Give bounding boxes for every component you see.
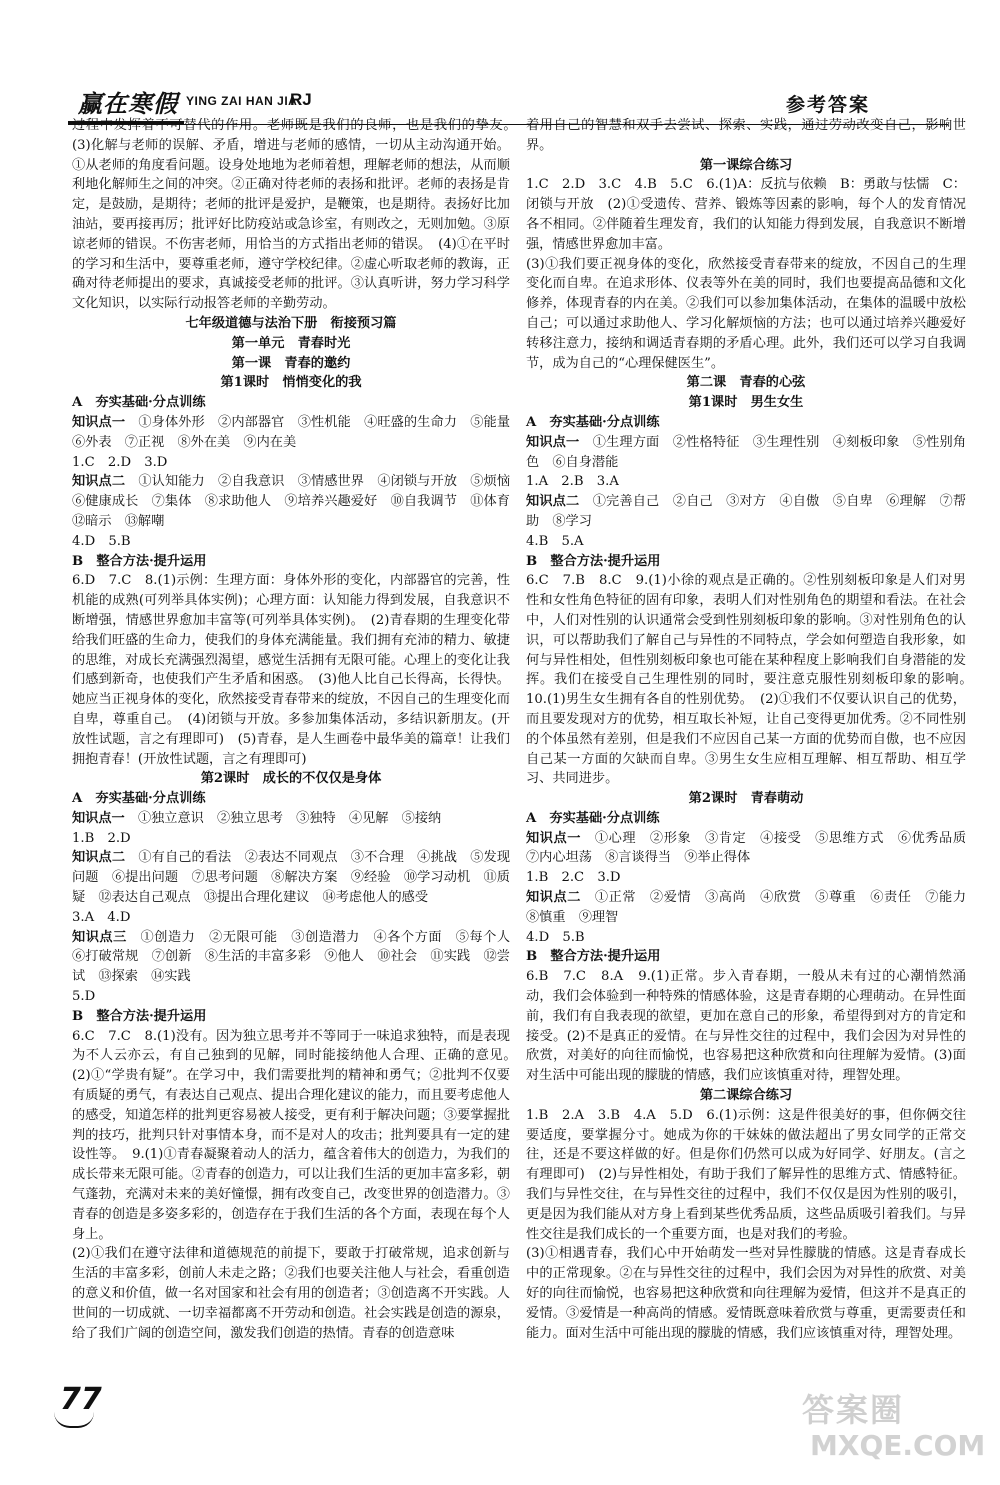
- book-pinyin: YING ZAI HAN JIA: [186, 94, 298, 108]
- exercise-heading: A 夯实基础·分点训练: [526, 414, 660, 430]
- knowledge-point-answers: ①正常 ②爱情 ③高尚 ④欣赏 ⑤尊重 ⑥责任 ⑦能力 ⑧慎重 ⑨理智: [526, 890, 980, 925]
- knowledge-point: [526, 829, 980, 869]
- exercise-heading: B 整合方法·提升运用: [526, 553, 661, 569]
- section-title: 参考答案: [785, 94, 870, 116]
- section-heading: 第一课综合练习: [699, 157, 793, 173]
- exercise-heading: B 整合方法·提升运用: [72, 1008, 207, 1024]
- section-heading: 第1课时 悄悄变化的我: [220, 375, 362, 391]
- knowledge-point-label: 知识点一: [72, 414, 126, 430]
- section-heading: 第二课 青春的心弦: [686, 375, 806, 391]
- knowledge-point-label: 知识点二: [72, 474, 126, 490]
- answer-paragraph: 4.D 5.B: [526, 929, 585, 945]
- knowledge-point-label: 知识点一: [72, 810, 125, 826]
- answer-paragraph: (3)①我们要正视身体的变化，欣然接受青春带来的绽放，不因自己的生理变化而自卑。在追求形体、仪表等外在美的同时，我们也要提高品德和文化修养，体现青春的内在美。②我们可以参加集体活动，在集体的温暖中放松自己；可以通过求助他人、学习化解烦恼的方法；也可以通过培养兴趣爱好转移注意力，接纳和调适青春期的矛盾心理。此外，我们还可以学习自我调节，成为自己的“心理保健医生”。: [526, 256, 966, 371]
- watermark-seal: 答案圈: [802, 1391, 905, 1429]
- knowledge-point-label: 知识点二: [72, 850, 126, 866]
- exercise-heading: B 整合方法·提升运用: [72, 553, 207, 569]
- knowledge-point-answers: ①完善自己 ②自己 ③对方 ④自傲 ⑤自卑 ⑥理解 ⑦帮助 ⑧学习: [526, 494, 967, 529]
- knowledge-point: [72, 928, 524, 987]
- page-number-text: 77: [60, 1382, 102, 1417]
- section-heading: 第1课时 男生女生: [688, 395, 804, 411]
- knowledge-point-answers: ①独立意识 ②独立思考 ③独特 ④见解 ⑤接纳: [137, 810, 442, 826]
- section-heading: 第二课综合练习: [699, 1088, 793, 1104]
- answer-paragraph: 过程中发挥着不可替代的作用。老师既是我们的良师，也是我们的挚友。 (3)化解与老师的误解、矛盾，增进与老师的感情，一切从主动沟通开始。①从老师的角度看问题。设身处地地为老师着想，理解老师的想法，从而顺利地化解师生之间的冲突。②正确对待老师的表扬和批评。老师的表扬是肯定，是鼓励，是期待；老师的批评是爱护，是鞭策，也是期待。表扬好比加油站，要再接再厉；批评好比防疫站或急诊室，有则改之，无则加勉。③原谅老师的错误。不伤害老师，用恰当的方式指出老师的错误。 (4)①在平时的学习和生活中，要尊重老师，遵守学校纪律。②虚心听取老师的教诲，正确对待老师提出的要求，真诚接受老师的批评。③认真听讲，努力学习科学文化知识，以实际行动报答老师的辛勤劳动。: [72, 118, 524, 312]
- answer-paragraph: 6.D 7.C 8.(1)示例：生理方面：身体外形的变化，内部器官的完善，性机能的成熟(可列举具体实例)；心理方面：认知能力得到发展，自我意识不断增强，情感世界愈加丰富等(可列举具体实例)。 (2)青春期的生理变化带给我们旺盛的生命力，使我们的身体充满能量。我们拥有充沛的精力、敏捷的思维，对成长充满强烈渴望，感觉生活拥有无限可能。心理上的变化让我们感到新奇，也使我们产生矛盾和困惑。 (3)他人比自己长得高，长得快。她应当正视身体的变化，欣然接受青春带来的绽放，不因自己的生理变化而自卑，尊重自己。 (4)闭锁与开放。多参加集体活动，多结识新朋友。(开放性试题，言之有理即可) (5)青春，是人生画卷中最华美的篇章！让我们拥抱青春！(开放性试题，言之有理即可): [72, 573, 510, 767]
- knowledge-point: [526, 888, 980, 928]
- answer-paragraph: 4.D 5.B: [72, 533, 131, 549]
- page-number: [60, 1382, 102, 1417]
- answer-paragraph: 1.B 2.D: [72, 830, 131, 846]
- exercise-heading: A 夯实基础·分点训练: [72, 791, 206, 807]
- knowledge-point-label: 知识点三: [72, 929, 127, 945]
- exercise-heading: A 夯实基础·分点训练: [72, 395, 206, 411]
- knowledge-point: [72, 809, 510, 829]
- answer-paragraph: 6.C 7.C 8.(1)没有。因为独立思考并不等同于一味追求独特，而是表现为不人云亦云，有自己独到的见解，同时能接纳他人合理、正确的意见。 (2)①“学贵有疑”。在学习中，我们需要批判的精神和勇气；②批判不仅要有质疑的勇气，有表达自己观点、提出合理化建议的能力，而且要考虑他人的感受，知道怎样的批判更容易被人接受，更有利于解决问题；③要掌握批判的技巧，批判只针对事情本身，而不是对人的攻击；批判要具有一定的建设性等。 9.(1)①青春凝聚着动人的活力，蕴含着伟大的创造力，为我们的成长带来无限可能。②青春的创造力，可以让我们生活的更加丰富多彩，朝气蓬勃，充满对未来的美好憧憬，拥有改变自己，改变世界的创造潜力。③青春的创造是多姿多彩的，创造存在于我们生活的各个方面，表现在每个人身上。: [72, 1028, 524, 1242]
- knowledge-point-label: 知识点一: [526, 434, 580, 450]
- answer-paragraph: 1.B 2.A 3.B 4.A 5.D 6.(1)示例：这是件很美好的事，但你俩交往要适度，要掌握分寸。她成为你的干妹妹的做法超出了男女同学的正常交往，还是不要这样做的好。但是你们仍然可以成为好同学、好朋友。(言之有理即可) (2)与异性相处，有助于我们了解异性的思维方式、情感特征。我们与异性交往，在与异性交往的过程中，我们不仅仅是因为性别的吸引，更是因为我们能从对方身上看到某些优秀品质，这些品质吸引着我们。与异性交往是我们成长的一个重要方面，也是对我们的考验。: [526, 1107, 966, 1242]
- exercise-heading: A 夯实基础·分点训练: [526, 810, 660, 826]
- section-heading: 第2课时 成长的不仅仅是身体: [200, 771, 382, 787]
- answer-paragraph: (2)①我们在遵守法律和道德规范的前提下，要敢于打破常规，追求创新与生活的丰富多彩，创前人未走之路；②我们也要关注他人与社会，看重创造的意义和价值，做一名对国家和社会有用的创造者；③创造离不开实践。人世间的一切成就、一切幸福都离不开劳动和创造。社会实践是创造的源泉，给了我们广阔的创造空间，激发我们创造的热情。青春的创造意味: [72, 1246, 510, 1341]
- right-column: [526, 116, 980, 1343]
- knowledge-point-label: 知识点二: [526, 890, 582, 906]
- knowledge-point: [526, 433, 966, 473]
- answer-paragraph: 着用自己的智慧和双手去尝试、探索、实践，通过劳动改变自己，影响世界。: [526, 118, 966, 153]
- answer-paragraph: 4.B 5.A: [526, 533, 584, 549]
- knowledge-point-answers: ①心理 ②形象 ③肯定 ④接受 ⑤思维方式 ⑥优秀品质 ⑦内心坦荡 ⑧言谈得当 ⑨举止得体: [526, 830, 980, 866]
- section-heading: 第2课时 青春萌动: [688, 791, 804, 807]
- knowledge-point-answers: ①身体外形 ②内部器官 ③性机能 ④旺盛的生命力 ⑤能量 ⑥外表 ⑦正视 ⑧外在美 ⑨内在美: [72, 414, 524, 450]
- exercise-heading: B 整合方法·提升运用: [526, 949, 661, 965]
- answer-paragraph: 6.B 7.C 8.A 9.(1)正常。步入青春期，一般从未有过的心潮悄然涌动，我们会体验到一种特殊的情感体验，这是青春期的心理萌动。在异性面前，我们有自我表现的欲望，更加在意自己的形象，希望得到对方的肯定和接受。(2)不是真正的爱情。在与异性交往的过程中，我们会因为对异性的欣赏，对美好的向往而愉悦，也容易把这种欣赏和向往理解为爱情。(3)面对生活中可能出现的朦胧的情感，我们应该慎重对待，理智处理。: [526, 969, 966, 1084]
- knowledge-point: [72, 472, 524, 531]
- section-heading: 第一课 青春的邀约: [231, 355, 351, 371]
- knowledge-point-answers: ①创造力 ②无限可能 ③创造潜力 ④各个方面 ⑤每个人 ⑥打破常规 ⑦创新 ⑧生活的丰富多彩 ⑨他人 ⑩社会 ⑪实践 ⑫尝试 ⑬探索 ⑭实践: [72, 929, 524, 985]
- edition-label: RJ: [290, 90, 312, 109]
- section-heading: 第一单元 青春时光: [231, 335, 351, 351]
- answer-paragraph: 5.D: [72, 989, 96, 1005]
- knowledge-point-answers: ①生理方面 ②性格特征 ③生理性别 ④刻板印象 ⑤性别角色 ⑥自身潜能: [526, 434, 967, 470]
- page-number-swoosh: [54, 1412, 94, 1428]
- answer-paragraph: (3)①相遇青春，我们心中开始萌发一些对异性朦胧的情感。这是青春成长中的正常现象。②在与异性交往的过程中，我们会因为对异性的欣赏、对美好的向往而愉悦，也容易把这种欣赏和向往理解为爱情，但这并不是真正的爱情。③爱情是一种高尚的情感。爱情既意味着欣赏与尊重，更需要责任和能力。面对生活中可能出现的朦胧的情感，我们应该慎重对待，理智处理。: [526, 1246, 966, 1341]
- answer-paragraph: 1.C 2.D 3.C 4.B 5.C 6.(1)A：反抗与依赖 B：勇敢与怯懦 C：闭锁与开放 (2)①受遗传、营养、锻炼等因素的影响，每个人的发育情况各不相同。②伴随着生理发育，我们的认知能力得到发展，自我意识不断增强，情感世界愈加丰富。: [526, 177, 966, 252]
- knowledge-point-label: 知识点一: [526, 830, 582, 846]
- answer-paragraph: 1.A 2.B 3.A: [526, 474, 619, 490]
- knowledge-point: [72, 848, 510, 907]
- knowledge-point: [526, 492, 966, 532]
- section-heading: 七年级道德与法治下册 衔接预习篇: [185, 315, 397, 331]
- answer-paragraph: 1.B 2.C 3.D: [526, 870, 621, 886]
- answer-paragraph: 6.C 7.B 8.C 9.(1)小徐的观点是正确的。②性别刻板印象是人们对男性和女性角色特征的固有印象，表明人们对性别角色的期望和看法。在社会中，人们对性别的认识通常会受到性别刻板印象的影响。③对性别角色的认识，可以帮助我们了解自己与异性的不同特点，学会如何塑造自我形象，如何与异性相处，但性别刻板印象也可能在某种程度上影响我们自身潜能的发挥。我们在接受自己生理性别的同时，要注意克服性别刻板印象的影响。 10.(1)男生女生拥有各自的性别优势。 (2)①我们不仅要认识自己的优势，而且要发现对方的优势，相互取长补短，让自己变得更加优秀。②不同性别的个体虽然有差别，但是我们不应因自己某一方面的优势而自傲，也不应因自己某一方面的欠缺而自卑。③男生女生应相互理解、相互帮助、相互学习、共同进步。: [526, 573, 980, 787]
- answer-paragraph: 1.C 2.D 3.D: [72, 454, 168, 470]
- book-logo: 赢在寒假: [68, 84, 184, 125]
- knowledge-point: [72, 413, 524, 453]
- watermark-url: MXQE.COM: [810, 1429, 986, 1462]
- knowledge-point-answers: ①有自己的看法 ②表达不同观点 ③不合理 ④挑战 ⑤发现问题 ⑥提出问题 ⑦思考问题 ⑧解决方案 ⑨经验 ⑩学习动机 ⑪质疑 ⑫表达自己观点 ⑬提出合理化建议 ⑭考虑他人的感受: [72, 850, 511, 906]
- left-column: [72, 116, 524, 1343]
- answer-paragraph: 3.A 4.D: [72, 909, 131, 925]
- knowledge-point-label: 知识点二: [526, 494, 580, 510]
- watermark: [802, 1385, 986, 1467]
- knowledge-point-answers: ①认知能力 ②自我意识 ③情感世界 ④闭锁与开放 ⑤烦恼 ⑥健康成长 ⑦集体 ⑧求助他人 ⑨培养兴趣爱好 ⑩自我调节 ⑪体育 ⑫暗示 ⑬解嘲: [72, 474, 524, 529]
